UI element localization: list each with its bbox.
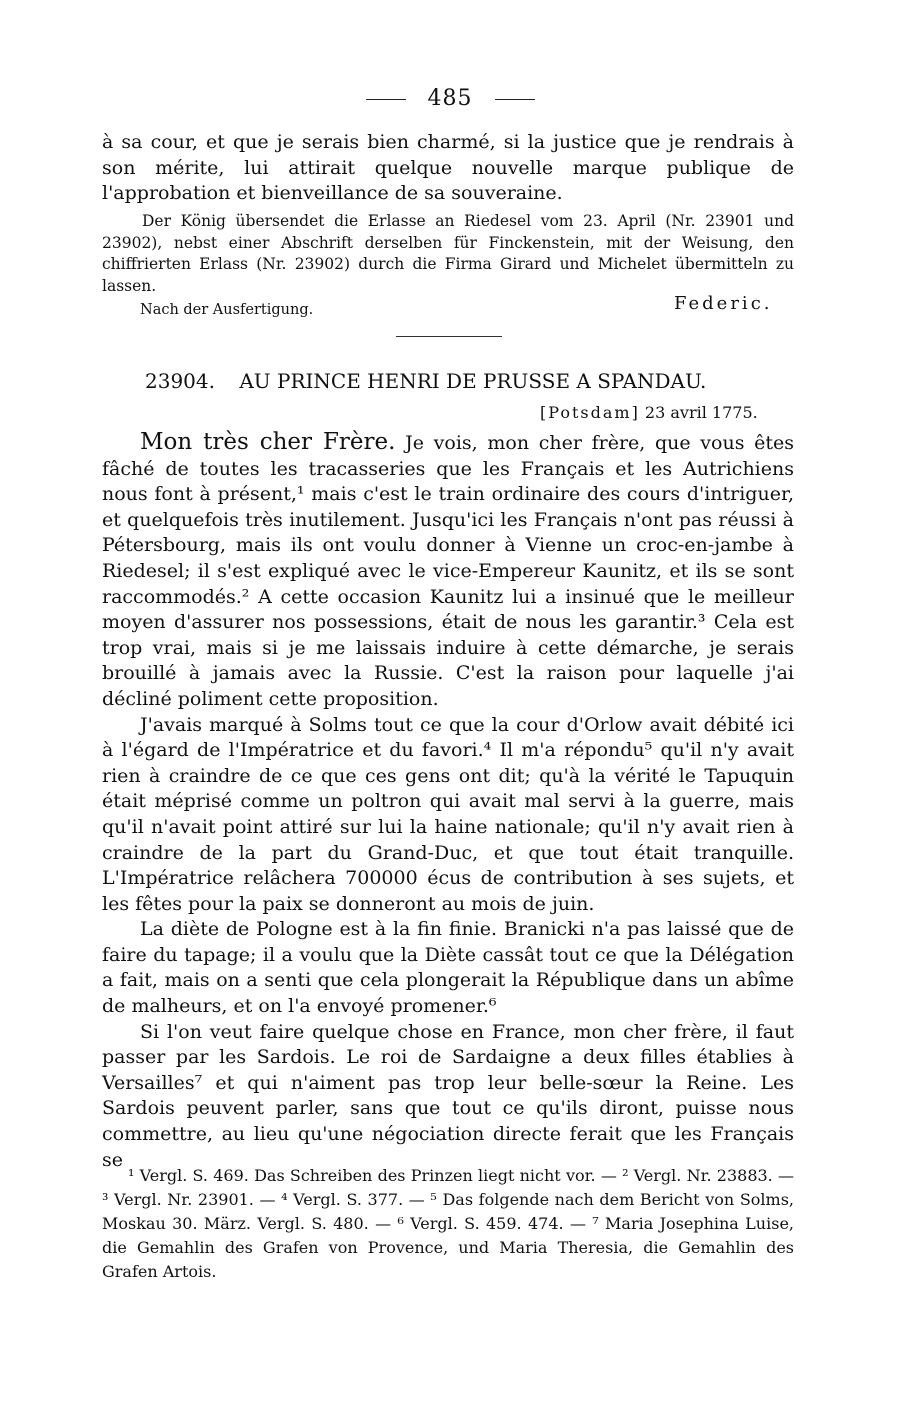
document-title: AU PRINCE HENRI DE PRUSSE A SPANDAU.: [239, 369, 707, 393]
letter-paragraph-1: [102, 430, 794, 713]
header-rule-left: [366, 99, 406, 100]
editorial-note-block: [102, 211, 794, 297]
salutation: Mon très cher Frère.: [140, 429, 396, 455]
document-heading: [145, 369, 706, 393]
paragraph-1-text: Je vois, mon cher frère, que vous êtes fâché de toutes les tracasseries que les Français et les Autrichiens nous font à présent,¹ mais c'est le train ordinaire des cours d'intriguer, et quelquefois très inutilement. Jusqu'ici les Français n'ont pas réussi à Pétersbourg, mais ils ont voulu donner à Vienne un croc-en-jambe à Riedesel; il s'est expliqué avec le vice-Empereur Kaunitz, et ils se sont raccommodés.² A cette occasion Kaunitz lui a insinué que le meilleur moyen d'assurer nos possessions, était de nous les garantir.³ Cela est trop vrai, mais si je me laissais induire à cette démarche, je serais brouillé à jamais avec la Russie. C'est la raison pour laquelle j'ai décliné poliment cette proposition.: [102, 432, 794, 710]
letter-paragraph-2: J'avais marqué à Solms tout ce que la cour d'Orlow avait débité ici à l'égard de l'Impératrice et du favori.⁴ Il m'a répondu⁵ qu'il n'y avait rien à craindre de ce que ces gens ont dit; qu'à la vérité le Tapuquin était méprisé comme un poltron qui avait mal servi à la guerre, mais qu'il n'avait point attiré sur lui la haine nationale; qu'il n'y avait rien à craindre de la part du Grand-Duc, et que tout était tranquille. L'Impératrice relâchera 700000 écus de contribution à ses sujets, et les fêtes pour la paix se donneront au mois de juin.: [102, 713, 794, 915]
letter-paragraph-3: La diète de Pologne est à la fin finie. Branicki n'a pas laissé que de faire du tapage; il a voulu que la Diète cassât tout ce que la Délégation a fait, mais on a senti que cela plongerait la République dans un abîme de malheurs, et on l'a envoyé promener.⁶: [102, 918, 794, 1018]
intro-paragraph-block: [102, 130, 794, 207]
footnotes-text: ¹ Vergl. S. 469. Das Schreiben des Prinzen liegt nicht vor. — ² Vergl. Nr. 23883. — ³ Vergl. Nr. 23901. — ⁴ Vergl. S. 377. — ⁵ Das folgende nach dem Bericht von Solms, Moskau 30. März. Vergl. S. 480. — ⁶ Vergl. S. 459. 474. — ⁷ Maria Josephina Luise, die Gemahlin des Grafen von Provence, und Maria Theresia, die Gemahlin des Grafen Artois.: [102, 1166, 794, 1281]
header-rule-right: [495, 99, 535, 100]
page-header: [0, 86, 900, 111]
letter-paragraph-4: Si l'on veut faire quelque chose en France, mon cher frère, il faut passer par les Sardois. Le roi de Sardaigne a deux filles établies à Versailles⁷ et qui n'aiment pas trop leur belle-sœur la Reine. Les Sardois peuvent parler, sans que tout ce qu'ils diront, puisse nous commettre, au lieu qu'une négociation directe ferait que les Français se: [102, 1020, 794, 1171]
source-credit: Nach der Ausfertigung.: [140, 302, 314, 318]
page-number: 485: [427, 86, 473, 111]
section-divider: [396, 336, 502, 337]
intro-paragraph: à sa cour, et que je serais bien charmé, si la justice que je rendrais à son mérite, lui attirait quelque nouvelle marque publique de l'approbation et bienveillance de sa souveraine.: [102, 131, 794, 205]
letter-place: [Potsdam]: [540, 403, 640, 422]
letter-body: [102, 430, 794, 1173]
signature: Federic.: [674, 293, 773, 314]
footnotes: [102, 1164, 794, 1284]
document-number: 23904.: [145, 369, 215, 393]
place-date-line: [540, 403, 758, 422]
letter-date: 23 avril 1775.: [644, 403, 758, 422]
editorial-note: Der König übersendet die Erlasse an Riedesel vom 23. April (Nr. 23901 und 23902), nebst einer Abschrift derselben für Finckenstein, mit der Weisung, den chiffrierten Erlass (Nr. 23902) durch die Firma Girard und Michelet übermitteln zu lassen.: [102, 212, 794, 295]
